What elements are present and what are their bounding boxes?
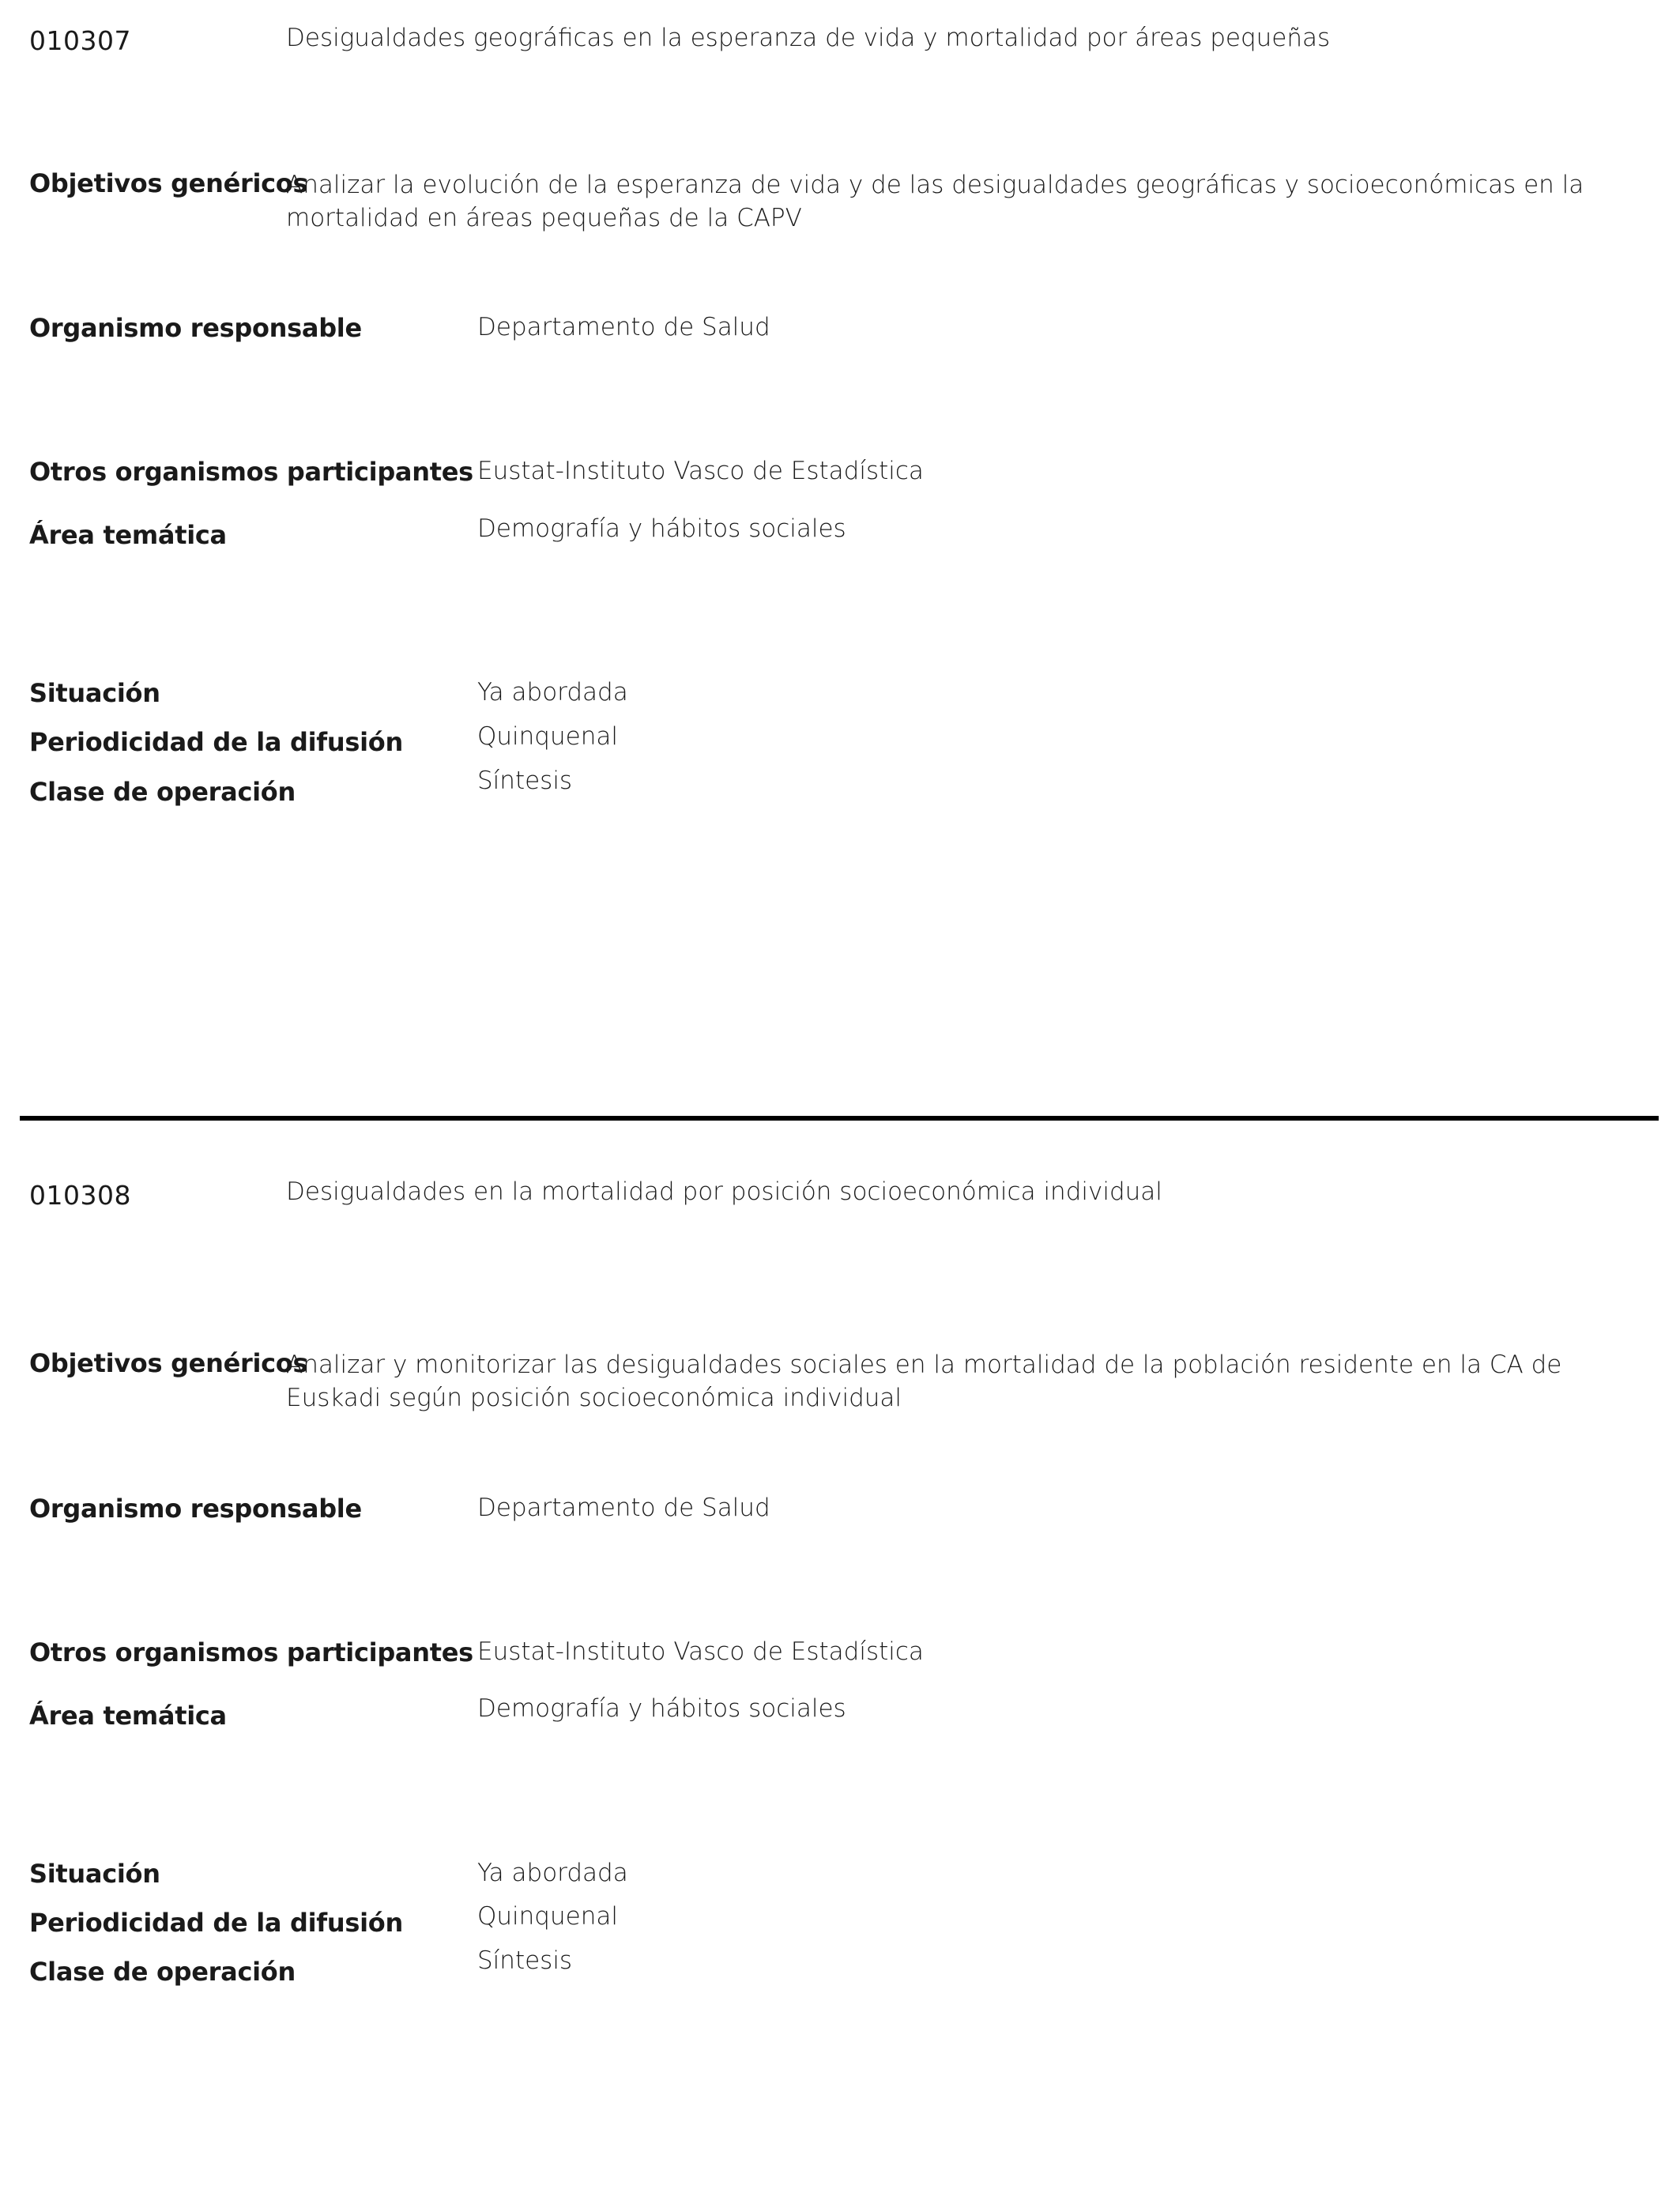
- clase-operacion-value: Síntesis: [477, 767, 573, 795]
- periodicidad-label: Periodicidad de la difusión: [29, 727, 403, 757]
- operation-code: 010307: [29, 25, 131, 56]
- area-tematica-value: Demografía y hábitos sociales: [477, 514, 846, 543]
- area-tematica-label: Área temática: [29, 1701, 227, 1731]
- otros-organismos-label: Otros organismos participantes: [29, 1637, 473, 1667]
- organismo-value: Departamento de Salud: [477, 1494, 770, 1522]
- situacion-label: Situación: [29, 1859, 160, 1889]
- clase-operacion-label: Clase de operación: [29, 777, 296, 807]
- clase-operacion-value: Síntesis: [477, 1946, 573, 1975]
- objetivos-label: Objetivos genéricos: [29, 1348, 308, 1378]
- otros-organismos-label: Otros organismos participantes: [29, 457, 473, 487]
- organismo-value: Departamento de Salud: [477, 313, 770, 341]
- objetivos-label: Objetivos genéricos: [29, 168, 308, 198]
- otros-organismos-value: Eustat-Instituto Vasco de Estadística: [477, 457, 924, 485]
- situacion-value: Ya abordada: [477, 1859, 628, 1887]
- periodicidad-value: Quinquenal: [477, 1902, 618, 1931]
- operation-title: Desigualdades geográficas en la esperanza de vida y mortalidad por áreas pequeñas: [286, 24, 1331, 52]
- organismo-label: Organismo responsable: [29, 1494, 362, 1524]
- situacion-value: Ya abordada: [477, 678, 628, 707]
- otros-organismos-value: Eustat-Instituto Vasco de Estadística: [477, 1637, 924, 1666]
- periodicidad-label: Periodicidad de la difusión: [29, 1908, 403, 1938]
- objetivos-value: Analizar la evolución de la esperanza de vida y de las desigualdades geográficas y socioeconómicas en la mortalidad en áreas pequeñas de la CAPV: [286, 171, 1584, 232]
- organismo-label: Organismo responsable: [29, 313, 362, 343]
- area-tematica-label: Área temática: [29, 520, 227, 550]
- operation-code: 010308: [29, 1180, 131, 1211]
- area-tematica-value: Demografía y hábitos sociales: [477, 1694, 846, 1723]
- objetivos-value: Analizar y monitorizar las desigualdades sociales en la mortalidad de la población residente en la CA de Euskadi según posición socioeconómica individual: [286, 1351, 1562, 1412]
- situacion-label: Situación: [29, 678, 160, 708]
- operation-title: Desigualdades en la mortalidad por posición socioeconómica individual: [286, 1178, 1162, 1206]
- periodicidad-value: Quinquenal: [477, 722, 618, 751]
- section-divider: [20, 1116, 1659, 1121]
- clase-operacion-label: Clase de operación: [29, 1957, 296, 1987]
